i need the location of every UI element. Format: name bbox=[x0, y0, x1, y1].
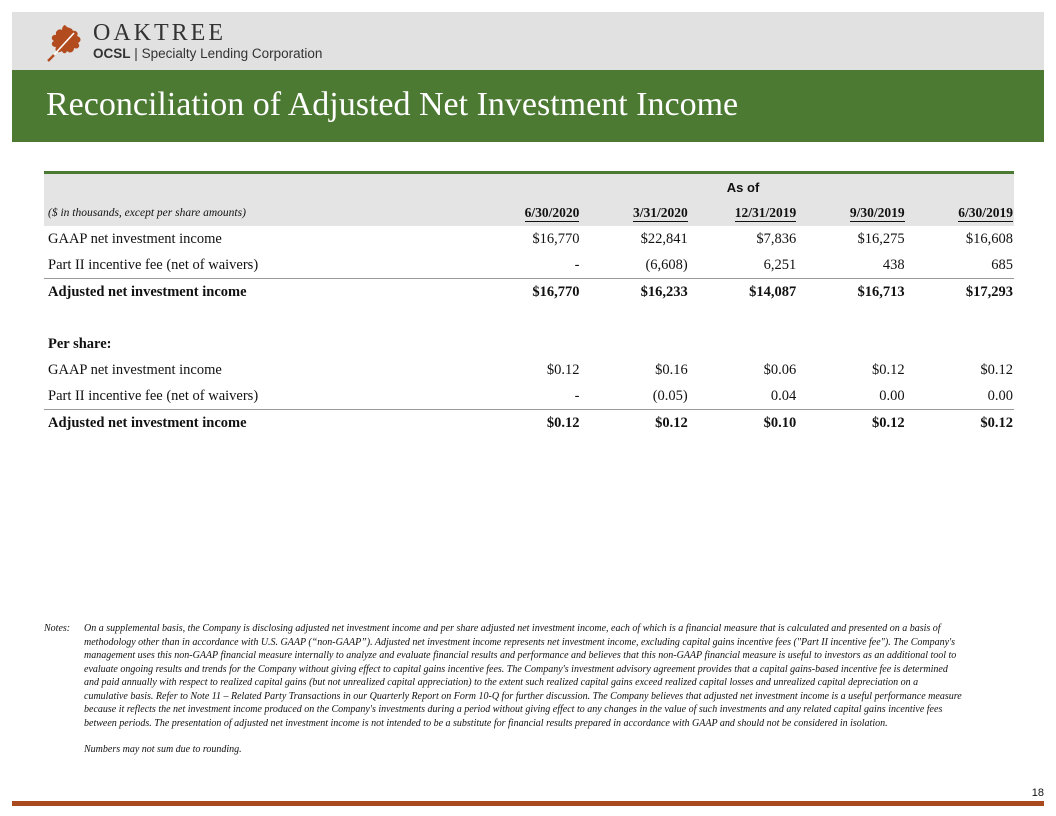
table-cell: $0.12 bbox=[580, 410, 688, 437]
table-cell: - bbox=[574, 387, 580, 404]
table-cell: (0.05) bbox=[652, 387, 688, 404]
table-cell: $16,770 bbox=[532, 230, 580, 247]
table-cell: $0.12 bbox=[872, 361, 905, 378]
table-cell: 0.00 bbox=[879, 387, 905, 404]
table-cell: $0.12 bbox=[797, 410, 905, 437]
brand-company: Specialty Lending Corporation bbox=[141, 46, 323, 61]
table-cell: $22,841 bbox=[640, 230, 688, 247]
table-cell: $0.12 bbox=[906, 410, 1014, 437]
table-cell: $16,770 bbox=[472, 279, 580, 306]
brand-name: OAKTREE bbox=[93, 20, 226, 46]
table-cell: $16,275 bbox=[857, 230, 905, 247]
table-cell: $0.12 bbox=[472, 410, 580, 437]
table-total-row bbox=[44, 279, 1014, 306]
table-as-of-row bbox=[44, 173, 1014, 201]
table-cell: 685 bbox=[991, 256, 1013, 273]
per-share-heading-row bbox=[44, 331, 1014, 357]
notes-body bbox=[84, 622, 964, 757]
page-title: Reconciliation of Adjusted Net Investment Income bbox=[46, 86, 739, 123]
as-of-header: As of bbox=[472, 173, 1014, 201]
table-row bbox=[44, 226, 1014, 252]
units-label: ($ in thousands, except per share amounts) bbox=[44, 200, 472, 226]
table-row bbox=[44, 357, 1014, 383]
table-row bbox=[44, 383, 1014, 410]
page-number: 18 bbox=[1031, 787, 1044, 799]
row-label: Part II incentive fee (net of waivers) bbox=[48, 256, 259, 273]
rounding-note: Numbers may not sum due to rounding. bbox=[84, 744, 242, 755]
column-header: 6/30/2019 bbox=[906, 200, 1014, 226]
row-label: GAAP net investment income bbox=[48, 361, 222, 378]
table-cell: $17,293 bbox=[906, 279, 1014, 306]
table-cell: 6,251 bbox=[763, 256, 797, 273]
row-label: Adjusted net investment income bbox=[44, 410, 472, 437]
table-cell: 0.00 bbox=[987, 387, 1013, 404]
table-corner-cell bbox=[44, 173, 472, 201]
per-share-label: Per share: bbox=[48, 335, 112, 352]
table-cell: $7,836 bbox=[756, 230, 797, 247]
brand-separator: | bbox=[134, 46, 138, 61]
table-cell: $0.06 bbox=[763, 361, 797, 378]
table-cell: - bbox=[574, 256, 580, 273]
column-header: 6/30/2020 bbox=[472, 200, 580, 226]
table-cell: $16,713 bbox=[797, 279, 905, 306]
column-header: 9/30/2019 bbox=[797, 200, 905, 226]
row-label: Adjusted net investment income bbox=[44, 279, 472, 306]
table-cell: 0.04 bbox=[770, 387, 797, 404]
title-bar bbox=[12, 70, 1044, 142]
brand-ticker: OCSL bbox=[93, 46, 131, 61]
table-cell: $0.10 bbox=[689, 410, 798, 437]
column-header: 12/31/2019 bbox=[689, 200, 798, 226]
row-label: GAAP net investment income bbox=[48, 230, 222, 247]
notes-text: On a supplemental basis, the Company is disclosing adjusted net investment income and per share adjusted net investment income, each of which is a financial measure that is calculated and presented on a basis of methodology other than in accordance with U.S. GAAP (“non-GAAP”). Adjusted net investment income represents net investment income, excluding capital gains incentive fees ("Part II incentive fee"). The Company's management uses this non-GAAP financial measure internally to analyze and evaluate financial results and performance and believes that this non-GAAP financial measure is useful to investors as an additional tool to evaluate ongoing results and trends for the Company without giving effect to capital gains incentive fees. The Company's investment advisory agreement provides that a capital gains-based incentive fee is determined and paid annually with respect to realized capital gains (but not unrealized capital appreciation) to the extent such realized capital gains exceed realized capital losses and unrealized capital depreciation on a cumulative basis. Refer to Note 11 – Related Party Transactions in our Quarterly Report on Form 10-Q for further discussion. The Company believes that adjusted net investment income is a useful performance measure because it reflects the net investment income produced on the Company's investments during a period without giving effect to any changes in the value of such investments and any related capital gains incentive fees between periods. The presentation of adjusted net investment income is not intended to be a substitute for financial results prepared in accordance with GAAP and should not be considered in isolation. bbox=[84, 623, 962, 729]
table-cell: $16,233 bbox=[580, 279, 688, 306]
oak-leaf-icon bbox=[44, 21, 86, 63]
row-label: Part II incentive fee (net of waivers) bbox=[48, 387, 259, 404]
table-cell: $0.12 bbox=[980, 361, 1013, 378]
table-cell: $16,608 bbox=[965, 230, 1013, 247]
footer-rule bbox=[12, 801, 1044, 806]
table-header-row bbox=[44, 200, 1014, 226]
reconciliation-table bbox=[44, 171, 1014, 436]
table-cell: 438 bbox=[882, 256, 905, 273]
table-cell: $14,087 bbox=[689, 279, 798, 306]
table-total-row bbox=[44, 410, 1014, 437]
table-cell: $0.12 bbox=[546, 361, 580, 378]
column-header: 3/31/2020 bbox=[580, 200, 688, 226]
table-spacer-row bbox=[44, 305, 1014, 331]
table-cell: $0.16 bbox=[655, 361, 688, 378]
notes-label: Notes: bbox=[44, 623, 71, 634]
brand-subtitle bbox=[93, 46, 322, 61]
table-cell: (6,608) bbox=[645, 256, 688, 273]
table-row bbox=[44, 252, 1014, 279]
